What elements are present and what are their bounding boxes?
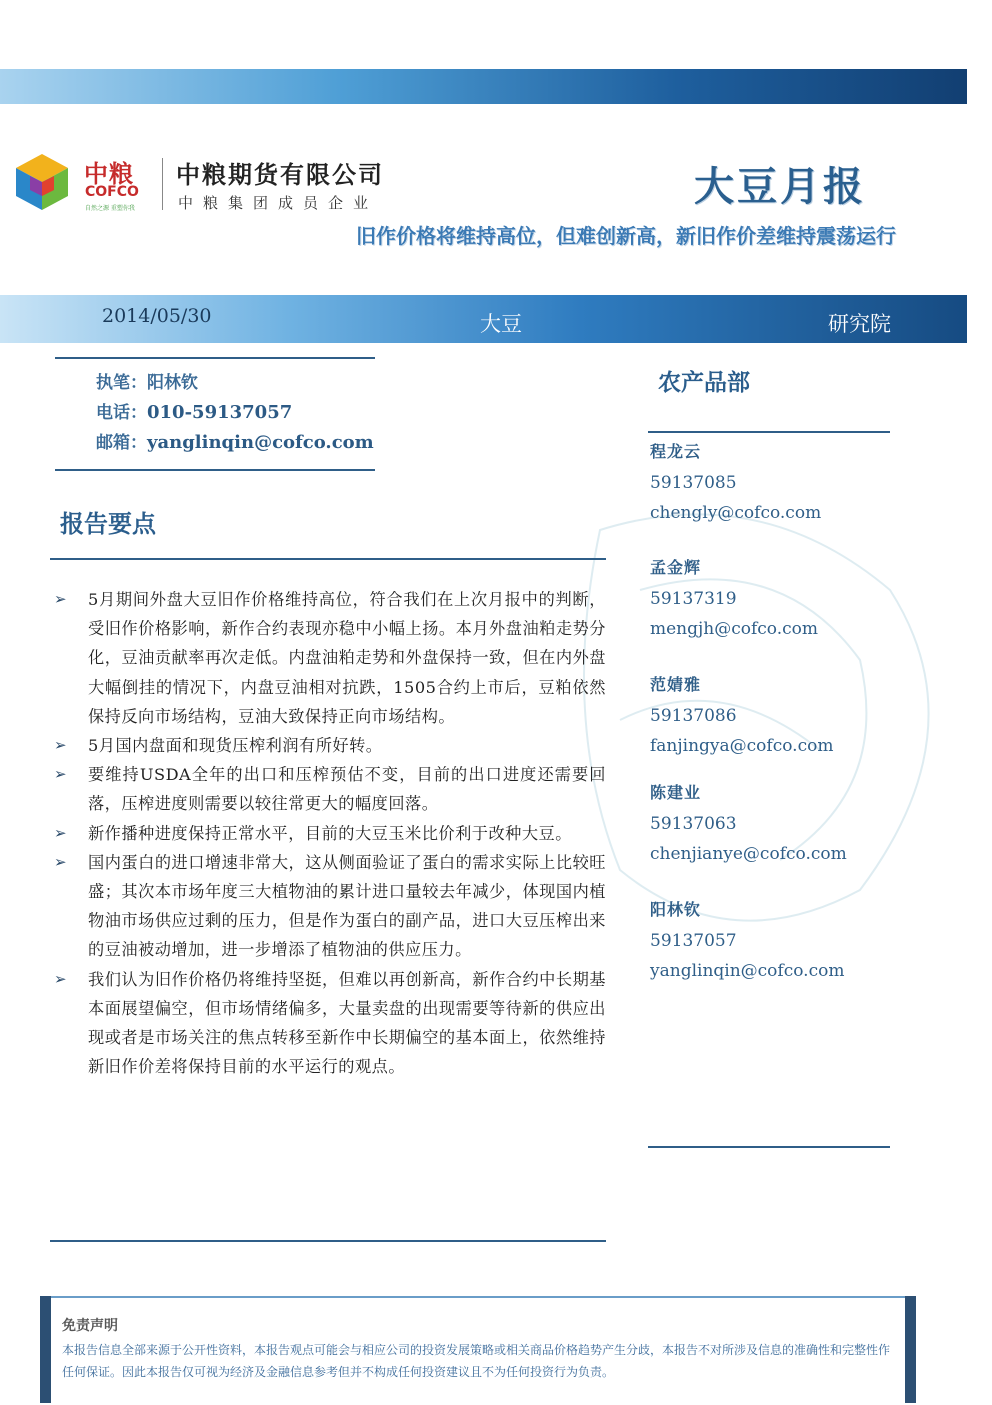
arrow-bullet-icon: ➢ xyxy=(54,590,68,608)
disclaimer-text: 本报告信息全部来源于公开性资料，本报告观点可能会与相应公司的投资发展策略或相关商品价格趋势产生分歧，本报告不对所涉及信息的准确性和完整性作任何保证。因此本报告仅可视为经济及金融信息参考但并不构成任何投资建议且不为任何投资行为负责。 xyxy=(62,1343,891,1379)
company-subtitle: 中粮集团成员企业 xyxy=(178,194,379,212)
summary-bullet-text: 5月国内盘面和现货压榨利润有所好转。 xyxy=(88,736,383,756)
email-value[interactable]: yanglinqin@cofco.com xyxy=(147,432,374,453)
author-writer-row xyxy=(96,368,198,393)
summary-bullet-text: 国内蛋白的进口增速非常大，这从侧面验证了蛋白的需求实际上比较旺盛；其次本市场年度三大植物油的累计进口量较去年减少，体现国内植物油市场供应过剩的压力，但是作为蛋白的副产品，进口大豆压榨出来的豆油被动增加，进一步增添了植物油的供应压力。 xyxy=(88,852,606,960)
summary-title: 报告要点 xyxy=(60,510,156,538)
contact-name: 孟金辉 xyxy=(650,558,702,577)
contact-name: 程龙云 xyxy=(650,442,702,461)
department-title: 农产品部 xyxy=(658,370,750,396)
arrow-bullet-icon: ➢ xyxy=(54,852,68,871)
top-banner xyxy=(0,69,967,104)
contact-name: 阳林钦 xyxy=(650,900,702,919)
contact-card xyxy=(650,898,844,988)
logo-divider xyxy=(162,158,163,210)
contact-email[interactable]: chengly@cofco.com xyxy=(650,503,822,523)
report-title: 大豆月报 xyxy=(694,164,866,210)
company-name: 中粮期货有限公司 xyxy=(176,161,384,189)
writer-name: 阳林钦 xyxy=(147,373,198,393)
logo-chinese: 中粮 xyxy=(84,160,134,188)
summary-bullet xyxy=(52,848,606,965)
contact-phone: 59137086 xyxy=(650,706,737,726)
contact-email[interactable]: fanjingya@cofco.com xyxy=(650,736,834,756)
report-date: 2014/05/30 xyxy=(102,305,212,327)
report-headline: 旧作价格将维持高位，但难创新高，新旧作价差维持震荡运行 xyxy=(356,224,896,248)
author-email-row xyxy=(96,428,374,453)
summary-bullet-text: 新作播种进度保持正常水平，目前的大豆玉米比价利于改种大豆。 xyxy=(88,823,572,843)
contact-card xyxy=(650,556,818,646)
cofco-logo-icon xyxy=(10,150,74,214)
phone-value: 010-59137057 xyxy=(147,402,293,423)
summary-bullet xyxy=(52,760,606,818)
contact-card xyxy=(650,781,847,871)
contact-card xyxy=(650,440,821,530)
logo-tagline: 自然之源 重塑你我 xyxy=(85,205,135,212)
email-label: 邮箱： xyxy=(96,433,147,453)
institute-label: 研究院 xyxy=(828,312,891,336)
summary-bullet xyxy=(52,819,606,848)
department-bottom-rule xyxy=(648,1146,890,1148)
summary-list xyxy=(52,585,606,1081)
arrow-bullet-icon: ➢ xyxy=(54,969,68,988)
disclaimer-left-bar xyxy=(40,1296,51,1403)
contact-phone: 59137319 xyxy=(650,589,737,609)
contact-email[interactable]: mengjh@cofco.com xyxy=(650,619,819,639)
summary-bullet xyxy=(52,965,606,1082)
summary-bullet-text: 我们认为旧作价格仍将维持坚挺，但难以再创新高，新作合约中长期基本面展望偏空，但市场情绪偏多，大量卖盘的出现需要等待新的供应出现或者是市场关注的焦点转移至新作中长期偏空的基本面上，依然维持新旧作价差将保持目前的水平运行的观点。 xyxy=(88,969,606,1077)
contact-email[interactable]: chenjianye@cofco.com xyxy=(650,844,847,864)
arrow-bullet-icon: ➢ xyxy=(54,823,68,842)
contact-name: 范婧雅 xyxy=(650,675,702,694)
contact-phone: 59137085 xyxy=(650,473,737,493)
author-top-rule xyxy=(55,357,375,359)
department-top-rule xyxy=(648,431,890,433)
contact-phone: 59137063 xyxy=(650,814,737,834)
report-category: 大豆 xyxy=(480,312,522,336)
writer-label: 执笔： xyxy=(96,373,147,393)
contact-phone: 59137057 xyxy=(650,931,737,951)
summary-bullet-text: 要维持USDA全年的出口和压榨预估不变，目前的出口进度还需要回落，压榨进度则需要以较往常更大的幅度回落。 xyxy=(88,765,606,814)
arrow-bullet-icon: ➢ xyxy=(54,765,68,784)
author-bottom-rule xyxy=(55,469,375,471)
contact-card xyxy=(650,673,833,763)
summary-bullet xyxy=(52,731,606,760)
summary-top-rule xyxy=(50,558,606,560)
logo-english: COFCO xyxy=(85,184,139,200)
disclaimer-title: 免责声明 xyxy=(62,1318,118,1334)
summary-bullet xyxy=(52,585,606,731)
disclaimer-right-bar xyxy=(905,1296,916,1403)
contact-name: 陈建业 xyxy=(650,783,702,802)
summary-bottom-rule xyxy=(50,1240,606,1242)
arrow-bullet-icon: ➢ xyxy=(54,736,68,755)
summary-bullet-text: 5月期间外盘大豆旧作价格维持高位，符合我们在上次月报中的判断，受旧作价格影响，新作合约表现亦稳中小幅上扬。本月外盘油粕走势分化，豆油贡献率再次走低。内盘油粕走势和外盘保持一致，但在内外盘大幅倒挂的情况下，内盘豆油相对抗跌，1505合约上市后，豆粕依然保持反向市场结构，豆油大致保持正向市场结构。 xyxy=(88,590,606,726)
contact-email[interactable]: yanglinqin@cofco.com xyxy=(650,961,845,981)
phone-label: 电话： xyxy=(96,403,147,423)
author-phone-row xyxy=(96,398,292,423)
